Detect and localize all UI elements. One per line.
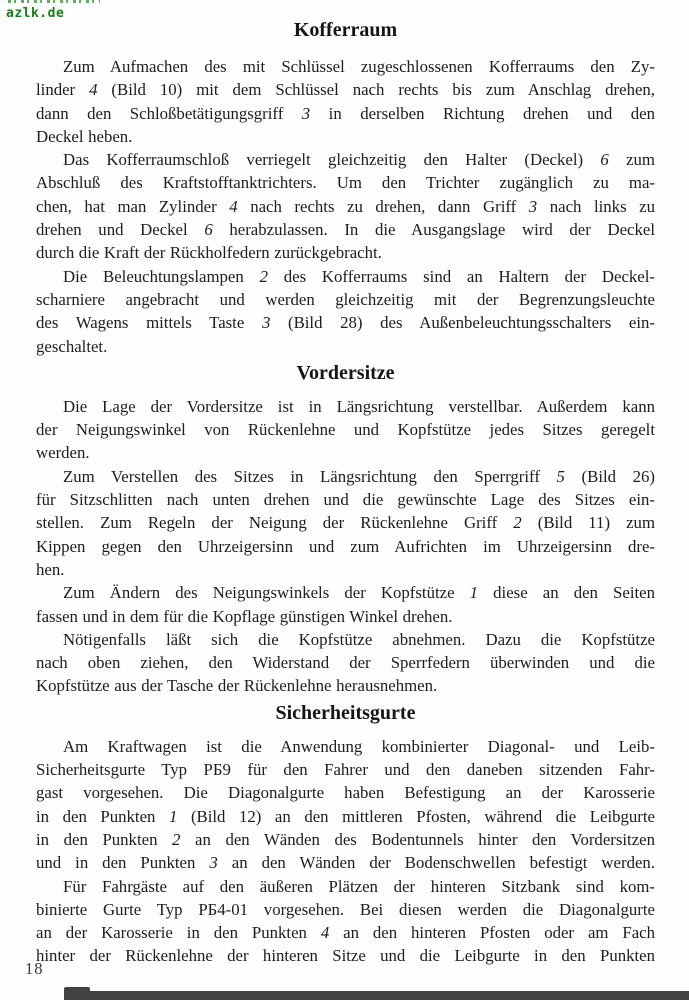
paragraph: [36, 148, 655, 264]
paragraph: [36, 265, 655, 358]
text-line: an der Karosserie in den Punkten 4 an den hinteren Pfosten oder am Fach: [36, 923, 655, 943]
text-line: Zum Aufmachen des mit Schlüssel zugeschlossenen Kofferraums den Zy-: [63, 57, 655, 76]
text-line: Abschluß des Kraftstofftanktrichters. Um den Trichter zugänglich zu ma-: [36, 173, 655, 193]
text-line: binierte Gurte Typ РБ4-01 vorgesehen. Bei diesen werden die Diagonalgurte: [36, 899, 655, 919]
text-line: Zum Ändern des Neigungswinkels der Kopfstütze 1 diese an den Seiten: [63, 583, 655, 603]
text-line: stellen. Zum Regeln der Neigung der Rückenlehne Griff 2 (Bild 11) zum: [36, 513, 655, 533]
section-heading-vordersitze: Vordersitze: [296, 361, 395, 384]
paragraph: [36, 465, 655, 581]
text-line: in den Punkten 2 an den Wänden des Bodentunnels hinter den Vordersitzen: [36, 829, 656, 849]
paragraph: [36, 395, 655, 465]
text-line: der Neigungswinkel von Rückenlehne und Kopfstütze jedes Sitzes geregelt: [36, 420, 655, 440]
text-line: gast vorgesehen. Die Diagonalgurte haben Befestigung an der Karosserie: [36, 783, 655, 803]
text-line: Am Kraftwagen ist die Anwendung kombinierter Diagonal- und Leib-: [63, 736, 655, 756]
text-line: Für Fahrgäste auf den äußeren Plätzen der hinteren Sitzbank sind kom-: [63, 876, 655, 896]
text-line: Kopfstütze aus der Tasche der Rückenlehne herausnehmen.: [36, 676, 438, 696]
paragraph: [36, 735, 655, 875]
text-line: chen, hat man Zylinder 4 nach rechts zu drehen, dann Griff 3 nach links zu: [36, 196, 655, 216]
text-line: Das Kofferraumschloß verriegelt gleichzeitig den Halter (Deckel) 6 zum: [63, 150, 655, 170]
paragraph: [36, 581, 655, 628]
text-line: dann den Schloßbetätigungsgriff 3 in derselben Richtung drehen und den: [36, 103, 655, 123]
text-line: Die Beleuchtungslampen 2 des Kofferraums sind an Haltern der Deckel-: [63, 266, 655, 286]
text-line: fassen und in dem für die Kopflage günstigen Winkel drehen.: [36, 606, 453, 626]
text-line: drehen und Deckel 6 herabzulassen. In die Ausgangslage wird der Deckel: [36, 220, 655, 240]
text-line: Die Lage der Vordersitze ist in Längsrichtung verstellbar. Außerdem kann: [63, 396, 655, 416]
text-line: des Wagens mittels Taste 3 (Bild 28) des Außenbeleuchtungsschalters ein-: [36, 313, 655, 333]
text-line: nach oben ziehen, den Widerstand der Sperrfedern überwinden und die: [36, 653, 655, 673]
text-line: für Sitzschlitten nach unten drehen und die gewünschte Lage des Sitzes ein-: [36, 490, 655, 510]
text-line: scharniere angebracht und werden gleichzeitig mit der Begrenzungsleuchte: [36, 289, 655, 309]
section-heading-sicherheitsgurte: Sicherheitsgurte: [275, 701, 416, 724]
section-heading-kofferraum: Kofferraum: [293, 19, 398, 41]
text-line: Nötigenfalls läßt sich die Kopfstütze abnehmen. Dazu die Kopfstütze: [63, 629, 655, 649]
text-line: hinter der Rückenlehne der hinteren Sitze und die Leibgurte in den Punkten: [36, 946, 655, 966]
page-number: 18: [25, 959, 44, 978]
watermark-text: azlk.de: [6, 6, 65, 21]
text-line: durch die Kraft der Rückholfedern zurückgebracht.: [36, 243, 382, 263]
paragraph: [36, 55, 655, 148]
text-line: in den Punkten 1 (Bild 12) an den mittleren Pfosten, während die Leibgurte: [36, 806, 656, 826]
text-line: werden.: [36, 443, 90, 463]
paragraph: [36, 875, 655, 968]
text-line: Deckel heben.: [36, 126, 133, 146]
text-line: geschaltet.: [36, 336, 108, 356]
text-line: und in den Punkten 3 an den Wänden der Bodenschwellen befestigt werden.: [36, 853, 656, 873]
text-line: Kippen gegen den Uhrzeigersinn und zum Aufrichten im Uhrzeigersinn dre-: [36, 536, 655, 556]
text-line: hen.: [36, 559, 65, 579]
text-line: linder 4 (Bild 10) mit dem Schlüssel nach rechts bis zum Anschlag drehen,: [36, 80, 655, 100]
scan-edge-artifact-bar: [64, 991, 689, 1000]
text-column: [36, 0, 655, 968]
text-line: Sicherheitsgurte Typ РБ9 für den Fahrer und den daneben sitzenden Fahr-: [36, 760, 655, 780]
paragraph: [36, 628, 655, 698]
text-line: Zum Verstellen des Sitzes in Längsrichtung den Sperrgriff 5 (Bild 26): [63, 466, 656, 486]
